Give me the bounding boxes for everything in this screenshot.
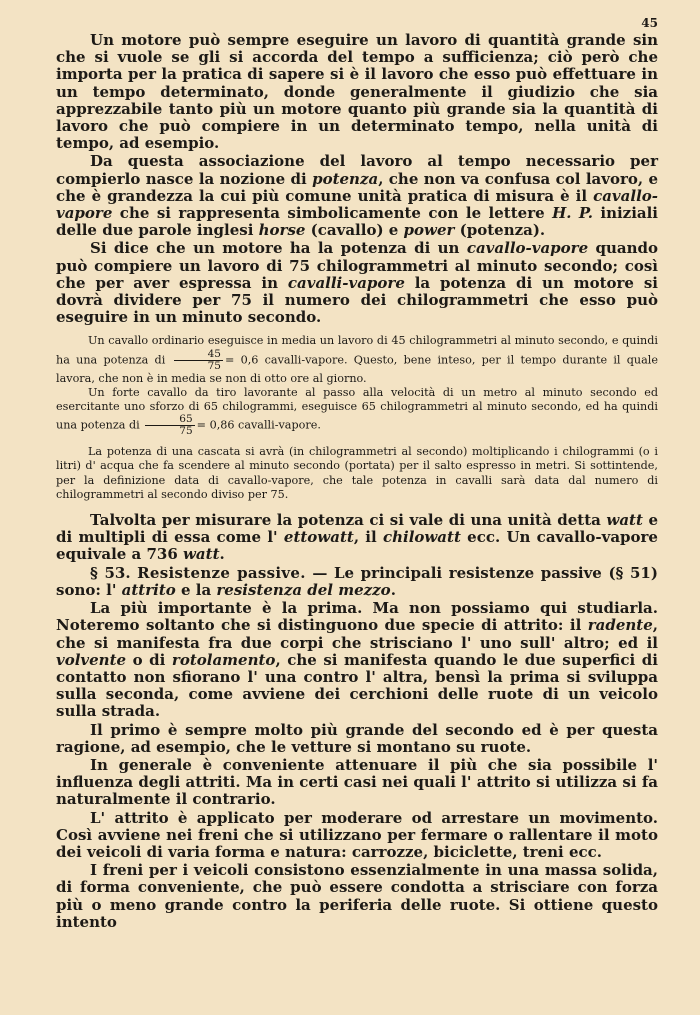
text-run: e di multipli di essa come l' — [56, 511, 658, 547]
term-cavallo-vapore: cavallo-vapore — [466, 239, 589, 258]
term-watt: watt — [183, 545, 220, 564]
text-run: la potenza di un motore si dovrà dividere per 75 il numero dei chilogrammetri che esso può eseguire in un minuto secondo. — [56, 273, 658, 327]
note-waterfall: La potenza di una cascata si avrà (in chilogrammetri al secondo) moltiplicando i chilogrammi (o i litri) d' acqua che fa scendere al minuto secondo (portata) per il salto espresso in metri. Si sottintende, per la definizione data di cavallo-vapore, che tale potenza in cavalli sarà data dal numero di chilogrammetri al secondo diviso per 75. — [56, 445, 658, 501]
term-cavallo-vapore: cavallo-vapore — [56, 186, 658, 223]
term-hp: H. P. — [552, 204, 593, 223]
text-run: = 0,86 cavalli-vapore. — [196, 418, 321, 432]
text-run: (potenza). — [454, 221, 546, 240]
paragraph-cavallo-vapore — [56, 240, 658, 326]
paragraph-motor-work: Un motore può sempre eseguire un lavoro di quantità grande sin che si vuole se gli si accorda del tempo a sufficienza; ciò però che importa per la pratica di sapere si è il lavoro che esso può effettuare in un tempo determinato, donde generalmente il giudizio che sia apprezzabile tanto più un motore quanto più grande sia la quantità di lavoro che può compiere in un determinato tempo, nella unità di tempo, ad esempio. — [56, 31, 658, 153]
term-horse: horse — [258, 221, 306, 240]
text-run: . — [390, 580, 396, 599]
term-chilowatt: chilowatt — [382, 528, 461, 547]
paragraph-watt — [56, 512, 658, 564]
text-run: ecc. Un cavallo-vapore equivale a 736 — [56, 528, 658, 564]
paragraph-wheels: Il primo è sempre molto più grande del secondo ed è per questa ragione, ad esempio, che le vetture si montano su ruote. — [56, 720, 658, 756]
note-ordinary-horse — [56, 334, 658, 385]
text-run: , che si manifesta quando le due superfici di contatto non sfiorano l' una contro l' altra, bensì la prima si sviluppa sulla seconda, come avviene dei cerchioni delle ruote di un veicolo sulla strada. — [56, 650, 658, 721]
paragraph-vehicle-brakes: I freni per i veicoli consistono essenzialmente in una massa solida, di forma conveniente, che può essere condotta a strisciare con forza più o meno grande contro la periferia delle ruote. Si ottiene questo intento — [56, 861, 658, 931]
text-run: . — [219, 545, 225, 564]
section-53-heading — [56, 565, 658, 599]
fraction-65-75 — [145, 414, 194, 437]
text-run: Da questa associazione del lavoro al tempo necessario per compierlo nasce la nozione di — [56, 152, 658, 188]
text-run: o di — [126, 650, 172, 669]
text-run: che si rappresenta simbolicamente con le lettere — [112, 204, 553, 223]
term-ettowatt: ettowatt — [283, 528, 354, 547]
term-cavalli-vapore: cavalli-vapore — [287, 273, 405, 292]
text-run: Talvolta per misurare la potenza ci si vale di una unità detta — [90, 511, 607, 530]
fraction-45-75 — [174, 349, 223, 372]
fraction-denominator: 75 — [179, 425, 193, 438]
text-run: Un forte cavallo da tiro lavorante al passo alla velocità di un metro al minuto secondo ed esercitante uno sforzo di 65 chilogrammi, eseguisce 65 chilogrammetri al minuto secondo, ed ha quindi una potenza di — [56, 385, 658, 432]
paragraph-potenza-definition — [56, 153, 658, 239]
text-run: La più importante è la prima. Ma non possiamo qui studiarla. Noteremo soltanto che si distinguono due specie di attrito: il — [56, 599, 658, 635]
paragraph-friction-types — [56, 600, 658, 720]
term-potenza: potenza — [312, 169, 379, 188]
fraction-numerator: 65 — [145, 414, 194, 426]
paragraph-attenuate-friction: In generale è conveniente attenuare il più che sia possibile l' influenza degli attriti. Ma in certi casi nei quali l' attrito si utilizza si fa naturalmente il contrario. — [56, 755, 658, 809]
term-rotolamento: rotolamento — [171, 650, 276, 669]
text-run: — Le principali resistenze passive (§ 51) sono: l' — [56, 563, 658, 599]
page-body — [56, 0, 658, 931]
term-resistenza-del-mezzo: resistenza del mezzo — [216, 580, 391, 599]
term-power: power — [403, 221, 455, 240]
text-run: , il — [353, 528, 383, 547]
fraction-denominator: 75 — [207, 359, 221, 372]
fraction-numerator: 45 — [174, 349, 223, 361]
text-run: e la — [175, 580, 217, 599]
page-number: 45 — [641, 16, 658, 30]
term-volvente: volvente — [56, 650, 127, 669]
term-attrito: attrito — [121, 580, 176, 599]
section-number: § 53. — [90, 563, 131, 582]
text-run: Si dice che un motore ha la potenza di un — [90, 239, 467, 258]
text-run: = 0,6 cavalli-vapore. Questo, bene inteso, per il tempo durante il quale lavora, che non è in media se non di otto ore al giorno. — [56, 353, 658, 385]
text-run: (cavallo) e — [305, 221, 404, 240]
text-run: Un cavallo ordinario eseguisce in media un lavoro di 45 chilogrammetri al minuto secondo, e quindi ha una potenza di — [56, 334, 658, 367]
text-run: iniziali delle due parole inglesi — [56, 204, 659, 240]
term-radente: radente — [587, 616, 653, 635]
section-title: Resistenze passive. — [137, 563, 306, 582]
paragraph-brakes: L' attrito è applicato per moderare od arrestare un movimento. Così avviene nei freni che si utilizzano per fermare o rallentare il moto dei veicoli di varia forma e natura: carrozze, biciclette, treni ecc. — [56, 808, 658, 861]
text-run: , che non va confusa col lavoro, e che è grandezza la cui più comune unità pratica di misura è il — [56, 169, 659, 205]
note-draft-horse — [56, 386, 658, 437]
text-run: , che si manifesta fra due corpi che strisciano l' uno sull' altro; ed il — [56, 616, 658, 652]
text-run: quando può compiere un lavoro di 75 chilogrammetri al minuto secondo; così che per aver espressa in — [56, 239, 658, 292]
term-watt: watt — [606, 511, 643, 530]
